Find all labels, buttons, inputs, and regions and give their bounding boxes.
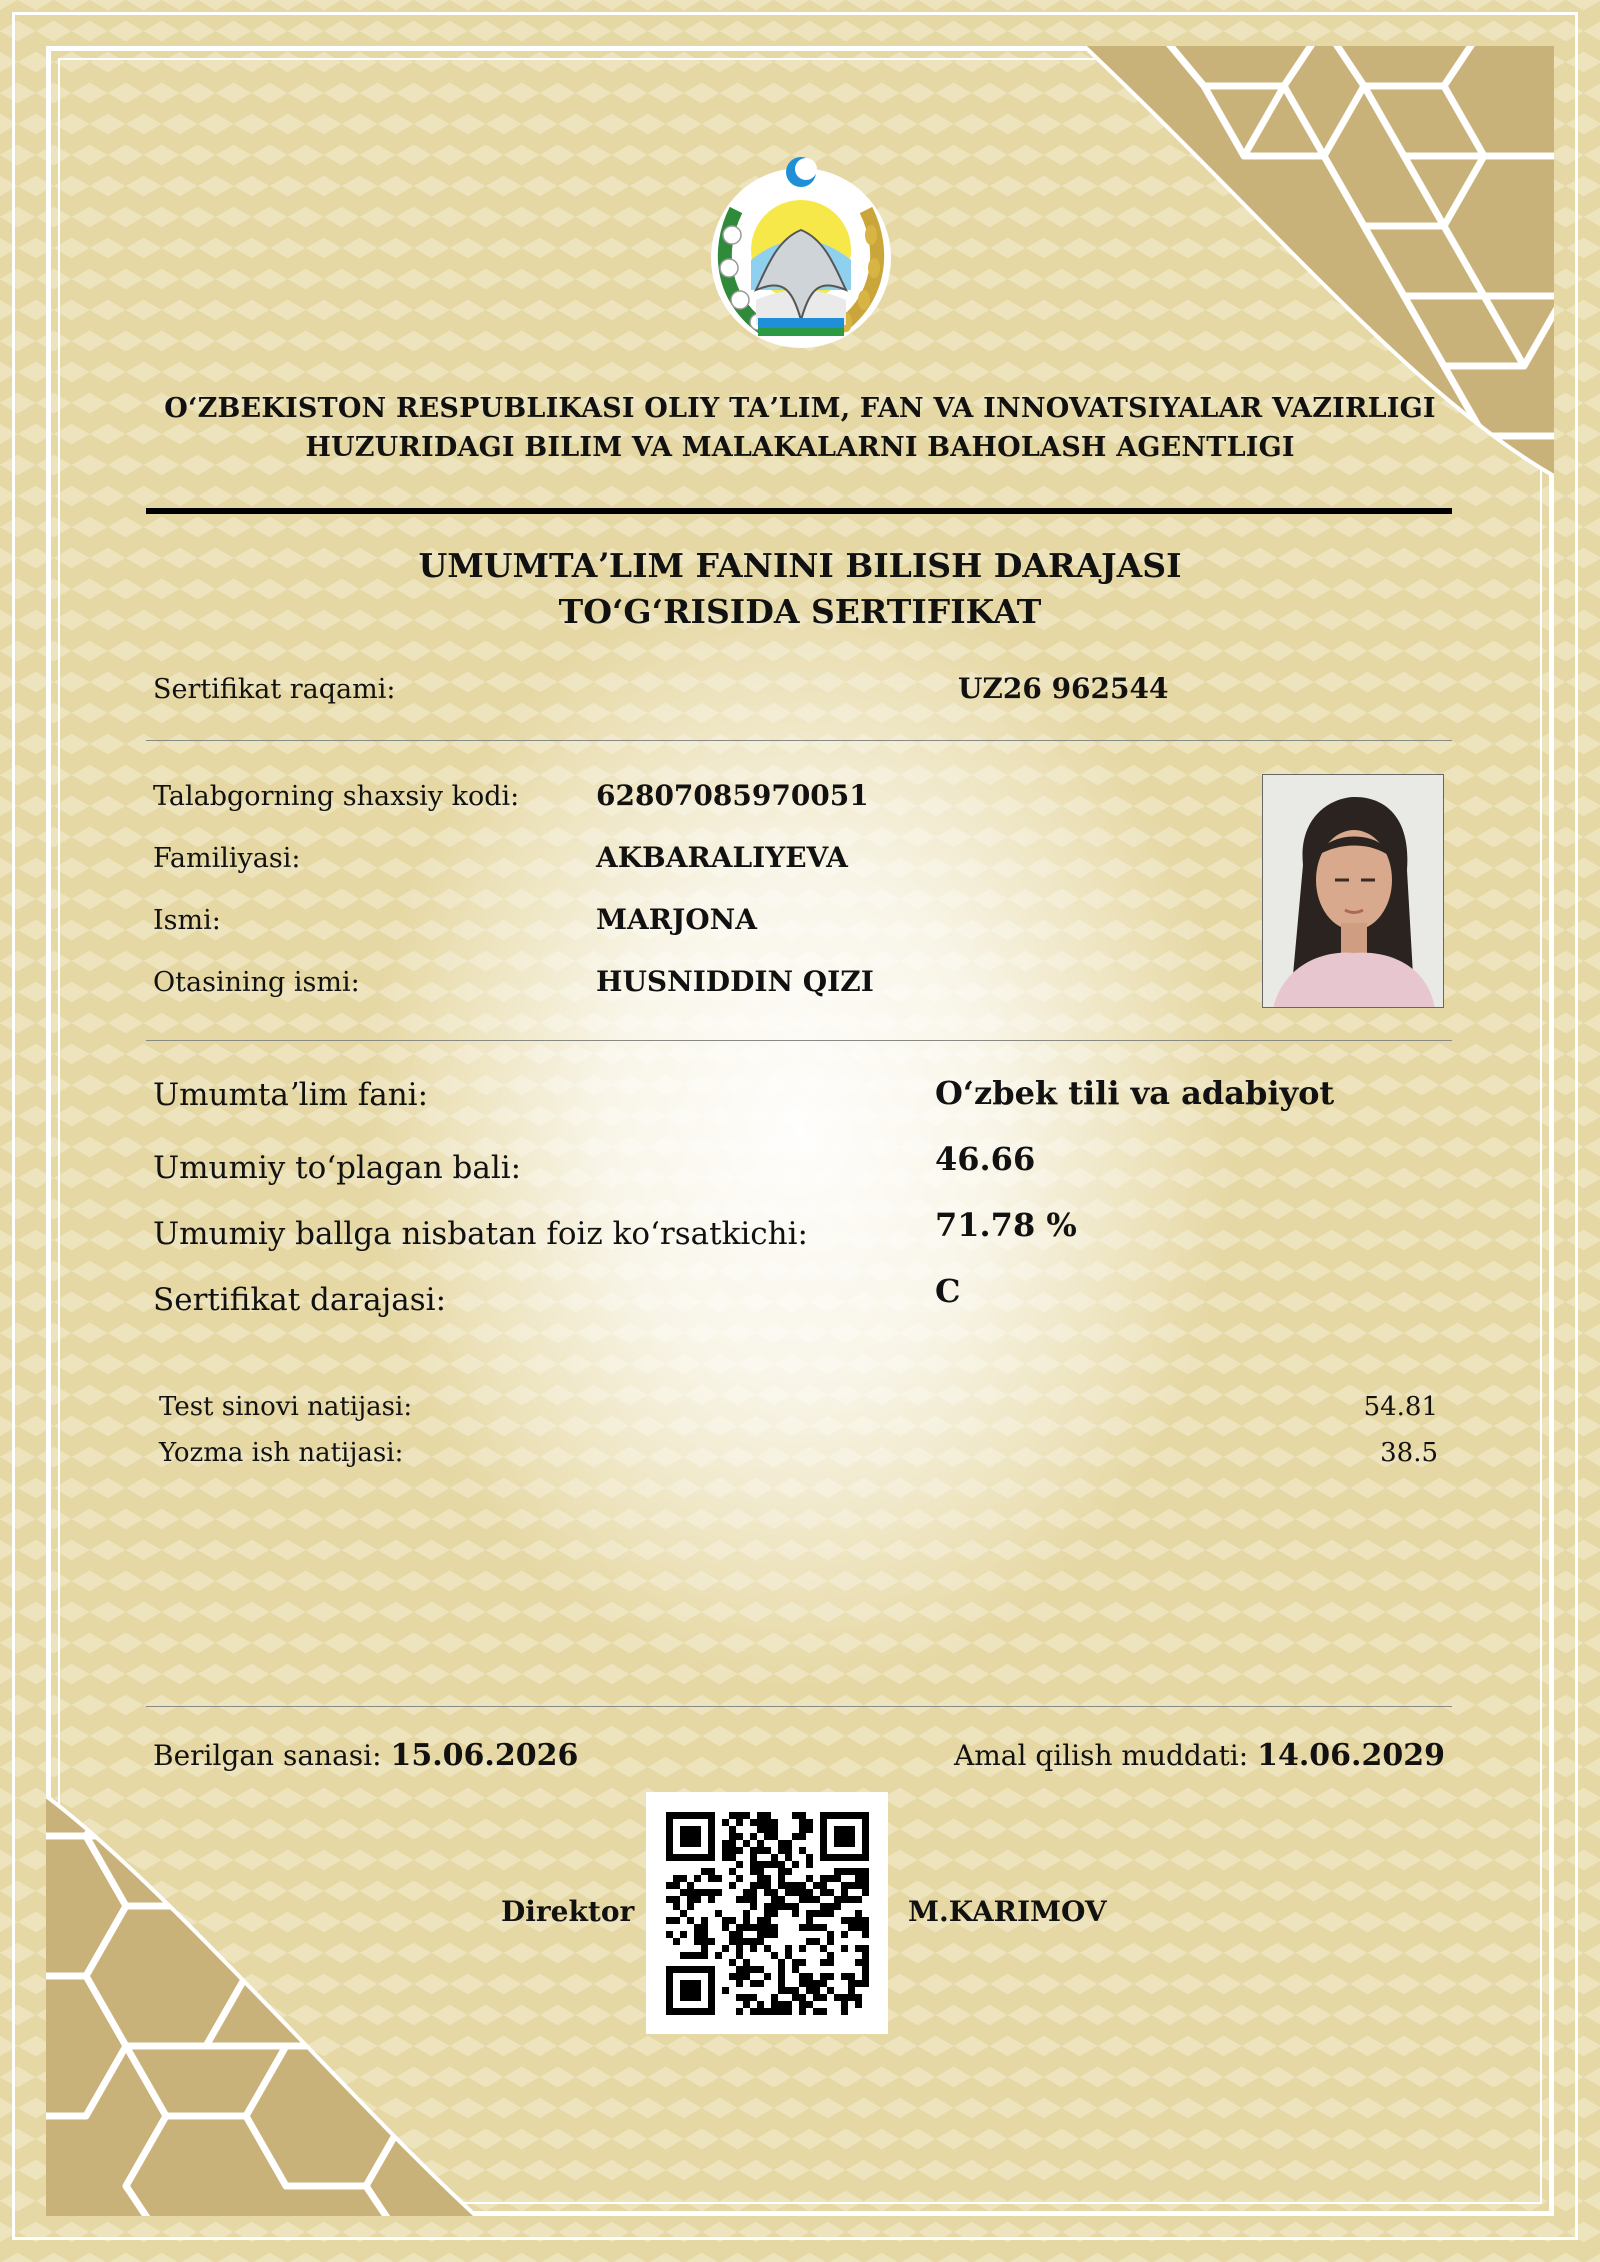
svg-text:★: ★ [800, 168, 813, 184]
corner-ornament-bottom-left [46, 1796, 476, 2216]
certificate-title-line-1: UMUMTAʼLIM FANINI BILISH DARAJASI [418, 546, 1182, 585]
certificate-level-value: C [935, 1272, 961, 1310]
qr-code[interactable] [646, 1792, 888, 2034]
certificate-number-value: UZ26 962544 [958, 672, 1169, 705]
written-result-label: Yozma ish natijasi: [159, 1438, 404, 1468]
written-result-value: 38.5 [1380, 1438, 1438, 1468]
director-title: Direktor [501, 1895, 635, 1928]
valid-until-value: 14.06.2029 [1257, 1738, 1445, 1773]
state-emblem-icon [696, 150, 906, 350]
percentage-label: Umumiy ballga nisbatan foiz koʻrsatkichi: [153, 1216, 808, 1252]
certificate-title-line-2: TOʻGʻRISIDA SERTIFIKAT [558, 592, 1042, 631]
divider-3 [146, 1706, 1452, 1707]
divider-2 [146, 1040, 1452, 1041]
valid-until-label: Amal qilish muddati: [954, 1739, 1249, 1772]
personal-code-value: 62807085970051 [596, 779, 869, 812]
applicant-photo [1262, 774, 1444, 1008]
director-name: M.KARIMOV [908, 1895, 1107, 1928]
patronymic-label: Otasining ismi: [153, 967, 360, 998]
percentage-value: 71.78 % [935, 1206, 1077, 1244]
issue-date [153, 1738, 578, 1773]
first-name-value: MARJONA [596, 903, 757, 936]
certificate-number-label: Sertifikat raqami: [153, 674, 396, 705]
valid-until [954, 1738, 1445, 1773]
qr-code-icon [646, 1792, 888, 2034]
test-result-label: Test sinovi natijasi: [159, 1392, 413, 1422]
certificate-level-label: Sertifikat darajasi: [153, 1282, 447, 1318]
ministry-line-2: HUZURIDAGI BILIM VA MALAKALARNI BAHOLASH AGENTLIGI [305, 432, 1295, 463]
issue-date-value: 15.06.2026 [390, 1738, 579, 1773]
issue-date-label: Berilgan sanasi: [153, 1739, 382, 1772]
surname-value: AKBARALIYEVA [596, 841, 848, 874]
subject-label: Umumtaʼlim fani: [153, 1077, 429, 1113]
first-name-label: Ismi: [153, 905, 221, 936]
divider-1 [146, 740, 1452, 741]
personal-code-label: Talabgorning shaxsiy kodi: [153, 781, 520, 812]
surname-label: Familiyasi: [153, 843, 301, 874]
ministry-line-1: OʻZBEKISTON RESPUBLIKASI OLIY TAʼLIM, FAN VA INNOVATSIYALAR VAZIRLIGI [164, 393, 1436, 424]
header-divider [146, 508, 1452, 514]
total-score-value: 46.66 [935, 1140, 1036, 1178]
subject-value: Oʻzbek tili va adabiyot [935, 1074, 1335, 1112]
test-result-value: 54.81 [1363, 1392, 1438, 1422]
total-score-label: Umumiy toʻplagan bali: [153, 1150, 522, 1186]
patronymic-value: HUSNIDDIN QIZI [596, 965, 874, 998]
